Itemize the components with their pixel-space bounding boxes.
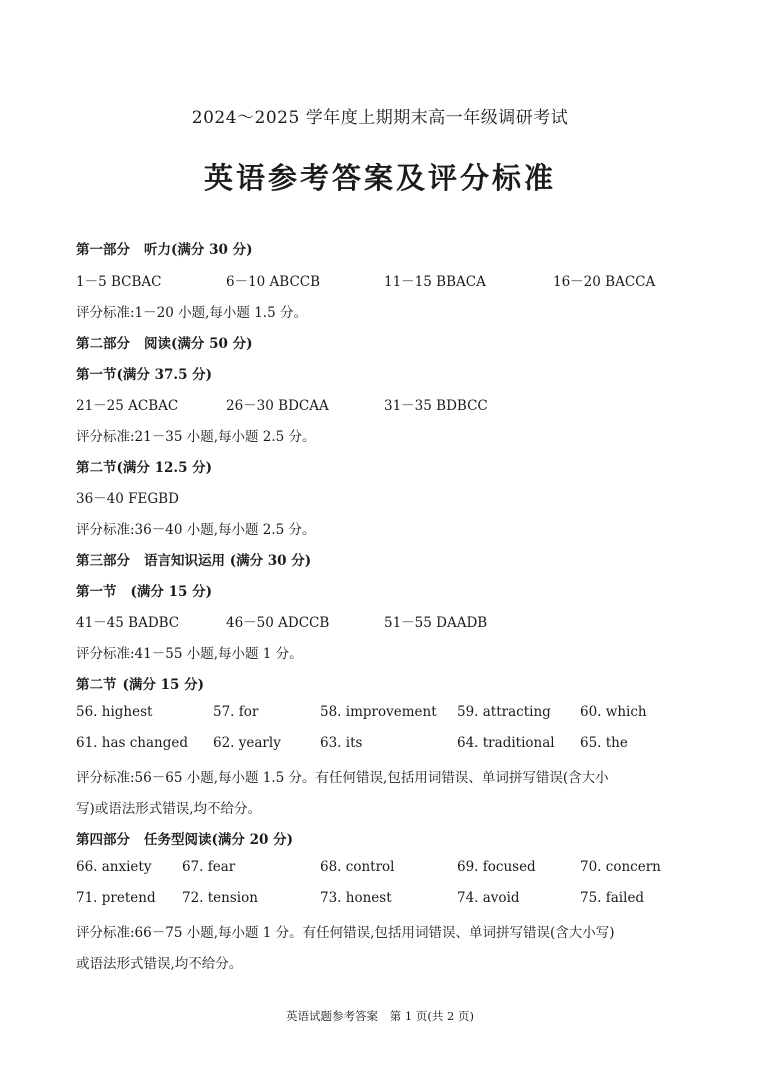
part2-s1-answer-2: 26－30 BDCAA — [226, 398, 329, 414]
part2-label: 第二部分 — [76, 336, 130, 352]
part3-s1-answer-1: 41－45 BADBC — [76, 615, 180, 631]
answer-75: 75. failed — [580, 890, 645, 906]
answer-59: 59. attracting — [457, 704, 551, 720]
part1-sub: 听力(满分 30 分) — [144, 242, 253, 258]
answer-58: 58. improvement — [320, 704, 437, 720]
part3-section1-heading — [76, 580, 212, 600]
answer-62: 62. yearly — [213, 735, 281, 751]
part3-s2-label: 第二节 — [76, 677, 117, 693]
part2-section1-heading: 第一节(满分 37.5 分) — [76, 367, 213, 383]
part3-sub: 语言知识运用 (满分 30 分) — [144, 553, 312, 569]
answer-66: 66. anxiety — [76, 859, 152, 875]
exam-title: 2024～2025 学年度上期期末高一年级调研考试 — [191, 108, 569, 128]
part2-s2-criteria: 评分标准:36－40 小题,每小题 2.5 分。 — [76, 522, 316, 538]
part2-s2-answer-1: 36－40 FEGBD — [76, 491, 179, 507]
part1-answer-1: 1－5 BCBAC — [76, 274, 162, 290]
part3-s2-criteria-line2: 写)或语法形式错误,均不给分。 — [76, 801, 262, 817]
part4-label: 第四部分 — [76, 832, 130, 848]
part3-section2-heading — [76, 673, 204, 693]
part1-answer-3: 11－15 BBACA — [384, 274, 486, 290]
part3-s1-criteria: 评分标准:41－55 小题,每小题 1 分。 — [76, 646, 303, 662]
part4-criteria-line2: 或语法形式错误,均不给分。 — [76, 956, 243, 972]
answer-74: 74. avoid — [457, 890, 520, 906]
answer-61: 61. has changed — [76, 735, 188, 751]
part3-s2-sub: (满分 15 分) — [122, 677, 204, 693]
part3-s1-sub: (满分 15 分) — [130, 584, 212, 600]
part3-label: 第三部分 — [76, 553, 130, 569]
answer-64: 64. traditional — [457, 735, 555, 751]
answer-72: 72. tension — [182, 890, 258, 906]
part2-sub: 阅读(满分 50 分) — [144, 336, 253, 352]
part3-s1-answer-2: 46－50 ADCCB — [226, 615, 330, 631]
part4-heading — [76, 828, 293, 848]
part2-heading — [76, 332, 252, 352]
part4-criteria-line1: 评分标准:66－75 小题,每小题 1 分。有任何错误,包括用词错误、单词拼写错误(含大小写) — [76, 925, 615, 941]
answer-60: 60. which — [580, 704, 647, 720]
answer-63: 63. its — [320, 735, 363, 751]
part1-answer-4: 16－20 BACCA — [553, 274, 656, 290]
answer-67: 67. fear — [182, 859, 236, 875]
part1-heading — [76, 238, 252, 258]
part1-answer-2: 6－10 ABCCB — [226, 274, 321, 290]
answer-70: 70. concern — [580, 859, 661, 875]
part3-heading — [76, 549, 311, 569]
answer-71: 71. pretend — [76, 890, 156, 906]
answer-68: 68. control — [320, 859, 395, 875]
answer-57: 57. for — [213, 704, 259, 720]
part2-s1-criteria: 评分标准:21－35 小题,每小题 2.5 分。 — [76, 429, 316, 445]
part2-s1-answer-1: 21－25 ACBAC — [76, 398, 179, 414]
answer-69: 69. focused — [457, 859, 536, 875]
answer-73: 73. honest — [320, 890, 392, 906]
part2-s1-answer-3: 31－35 BDBCC — [384, 398, 488, 414]
main-title: 英语参考答案及评分标准 — [203, 161, 556, 195]
answer-65: 65. the — [580, 735, 628, 751]
part3-s2-criteria-line1: 评分标准:56－65 小题,每小题 1.5 分。有任何错误,包括用词错误、单词拼写错误(含大小 — [76, 770, 609, 786]
part1-label: 第一部分 — [76, 242, 130, 258]
footer-page-number: 第 1 页(共 2 页) — [389, 1009, 474, 1023]
part3-s1-answer-3: 51－55 DAADB — [384, 615, 488, 631]
answer-56: 56. highest — [76, 704, 153, 720]
part1-criteria: 评分标准:1－20 小题,每小题 1.5 分。 — [76, 305, 307, 321]
part2-section2-heading: 第二节(满分 12.5 分) — [76, 460, 213, 476]
part4-sub: 任务型阅读(满分 20 分) — [144, 832, 293, 848]
page-footer — [0, 1008, 760, 1024]
footer-doc-title: 英语试题参考答案 — [286, 1009, 379, 1023]
part3-s1-label: 第一节 — [76, 584, 117, 600]
